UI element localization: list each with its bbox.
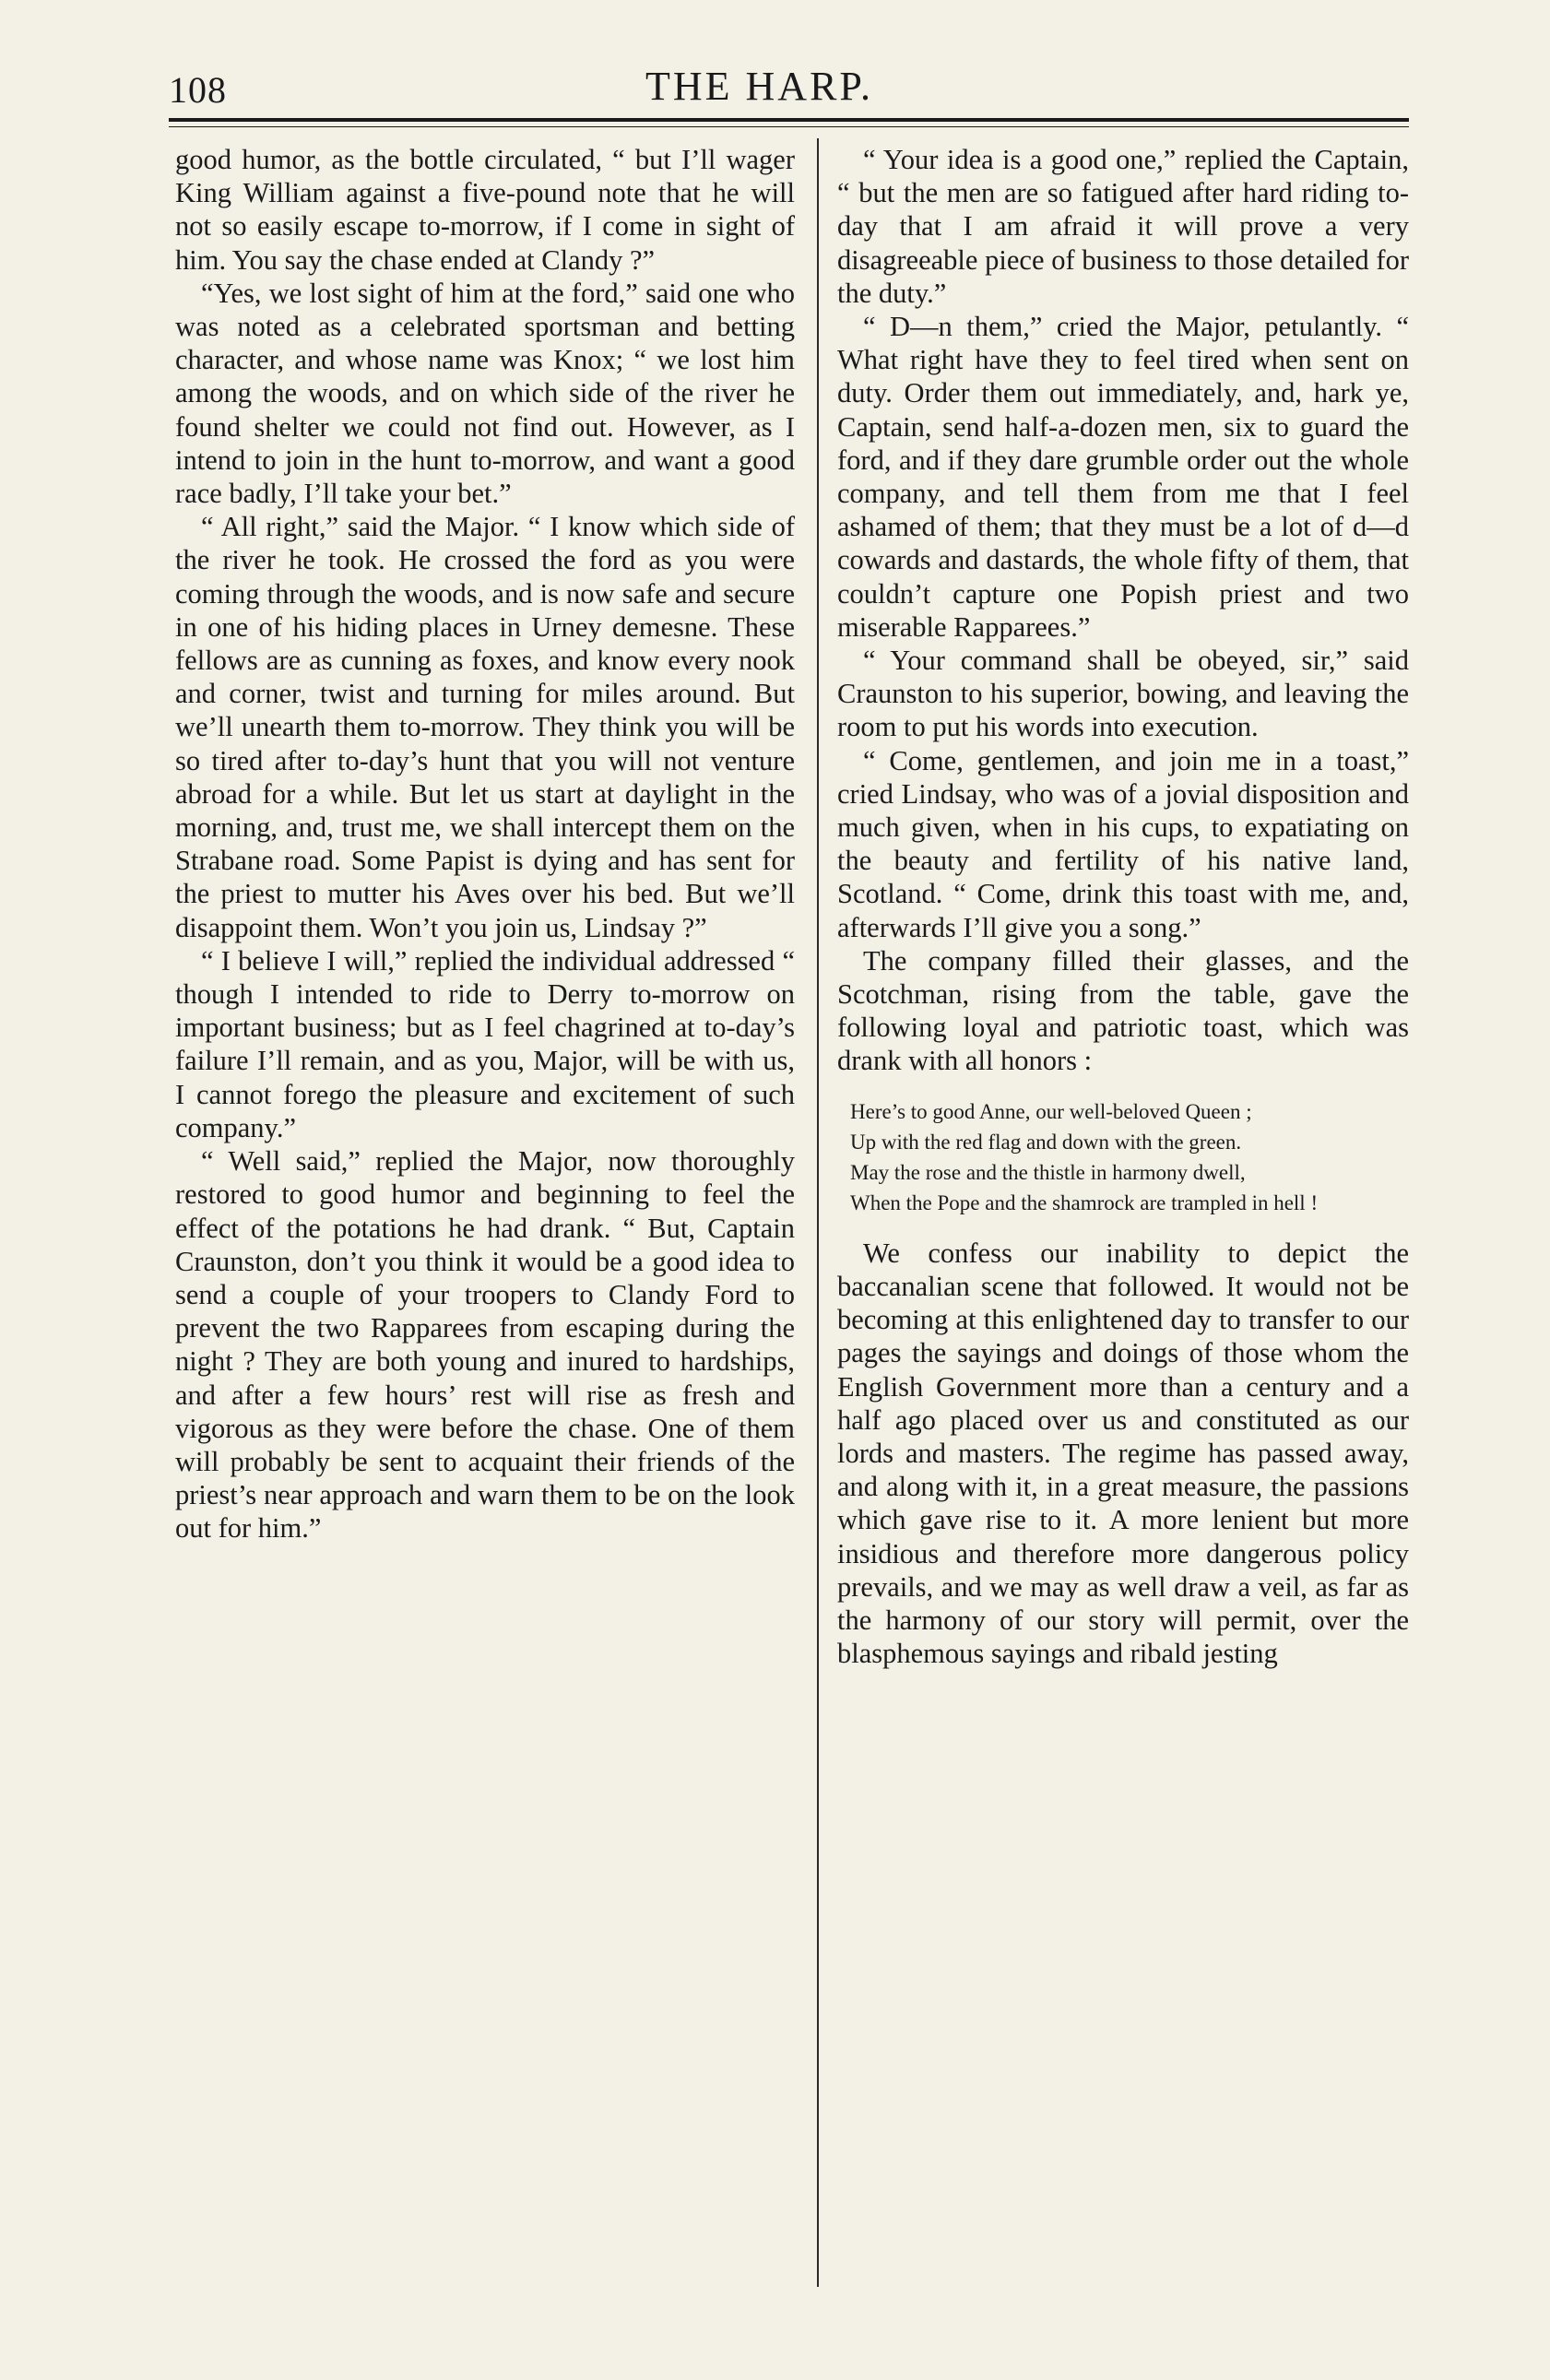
header-rule-thick <box>169 118 1409 122</box>
paragraph: The company filled their glasses, and the Scotchman, rising from the table, gave the following loyal and patriotic toast, which was drank with all honors : <box>837 944 1409 1077</box>
paragraph: “ Your idea is a good one,” replied the Captain, “ but the men are so fatigued after hard riding to-day that I am afraid it will prove a very disagreeable piece of business to those detailed for the duty.” <box>837 144 1409 309</box>
verse-line: Here’s to good Anne, our well-beloved Queen ; <box>850 1099 1252 1123</box>
paragraph: “Yes, we lost sight of him at the ford,” said one who was noted as a celebrated sportsman and betting character, and whose name was Knox; “ we lost him among the woods, and on which side of the river he found shelter we could not find out. However, as I intend to join in the hunt to-morrow, and want a good race badly, I’ll take your bet.” <box>175 277 795 510</box>
paragraph: “ All right,” said the Major. “ I know which side of the river he took. He crossed the ford as you were coming through the woods, and is now safe and secure in one of his hiding places in Urney demesne. These fellows are as cunning as foxes, and know every nook and corner, twist and turning for miles around. But we’ll unearth them to-morrow. They think you will be so tired after to-day’s hunt that you will not venture abroad for a while. But let us start at daylight in the morning, and, trust me, we shall intercept them on the Strabane road. Some Papist is dying and has sent for the priest to mutter his Aves over his bed. But we’ll disappoint them. Won’t you join us, Lindsay ?” <box>175 511 795 943</box>
toast-verse <box>850 1098 1409 1216</box>
running-title: THE HARP. <box>645 64 874 109</box>
left-column <box>175 143 795 1545</box>
page-number: 108 <box>169 69 227 111</box>
right-column <box>837 143 1409 1670</box>
column-divider <box>817 138 819 2287</box>
paragraph: We confess our inability to depict the baccanalian scene that followed. It would not be becoming at this enlightened day to transfer to our pages the sayings and doings of those whom the English Government more than a century and a half ago placed over us and constituted as our lords and masters. The regime has passed away, and along with it, in a great measure, the passions which gave rise to it. A more lenient but more insidious and therefore more dangerous policy prevails, and we may as well draw a veil, as far as the harmony of our story will permit, over the blasphemous sayings and ribald jesting <box>837 1237 1409 1670</box>
paragraph: good humor, as the bottle circulated, “ but I’ll wager King William against a five-pound note that he will not so easily escape to-morrow, if I come in sight of him. You say the chase ended at Clandy ?” <box>175 144 795 276</box>
paragraph: “ I believe I will,” replied the individual addressed “ though I intended to ride to Derry to-morrow on important business; but as I feel chagrined at to-day’s failure I’ll remain, and as you, Major, will be with us, I cannot forego the pleasure and excitement of such company.” <box>175 944 795 1143</box>
verse-line: May the rose and the thistle in harmony dwell, <box>850 1160 1246 1184</box>
paragraph: “ Well said,” replied the Major, now thoroughly restored to good humor and beginning to feel the effect of the potations he had drank. “ But, Captain Craunston, don’t you think it would be a good idea to send a couple of your troopers to Clandy Ford to prevent the two Rapparees from escaping during the night ? They are both young and inured to hardships, and after a few hours’ rest will rise as fresh and vigorous as they were before the chase. One of them will probably be sent to acquaint their friends of the priest’s near approach and warn them to be on the look out for him.” <box>175 1145 795 1545</box>
paragraph: “ Come, gentlemen, and join me in a toast,” cried Lindsay, who was of a jovial disposition and much given, when in his cups, to expatiating on the beauty and fertility of his native land, Scotland. “ Come, drink this toast with me, and, afterwards I’ll give you a song.” <box>837 744 1409 943</box>
header-rule-thin <box>169 126 1409 127</box>
paragraph: “ D—n them,” cried the Major, petulantly. “ What right have they to feel tired when sent on duty. Order them out immediately, and, hark ye, Captain, send half-a-dozen men, six to guard the ford, and if they dare grumble order out the whole company, and tell them from me that I feel ashamed of them; that they must be a lot of d—d cowards and dastards, the whole fifty of them, that couldn’t capture one Popish priest and two miserable Rapparees.” <box>837 311 1409 643</box>
verse-line: When the Pope and the shamrock are trampled in hell ! <box>850 1190 1319 1214</box>
paragraph: “ Your command shall be obeyed, sir,” said Craunston to his superior, bowing, and leaving the room to put his words into execution. <box>837 645 1409 743</box>
verse-line: Up with the red flag and down with the green. <box>850 1130 1242 1154</box>
